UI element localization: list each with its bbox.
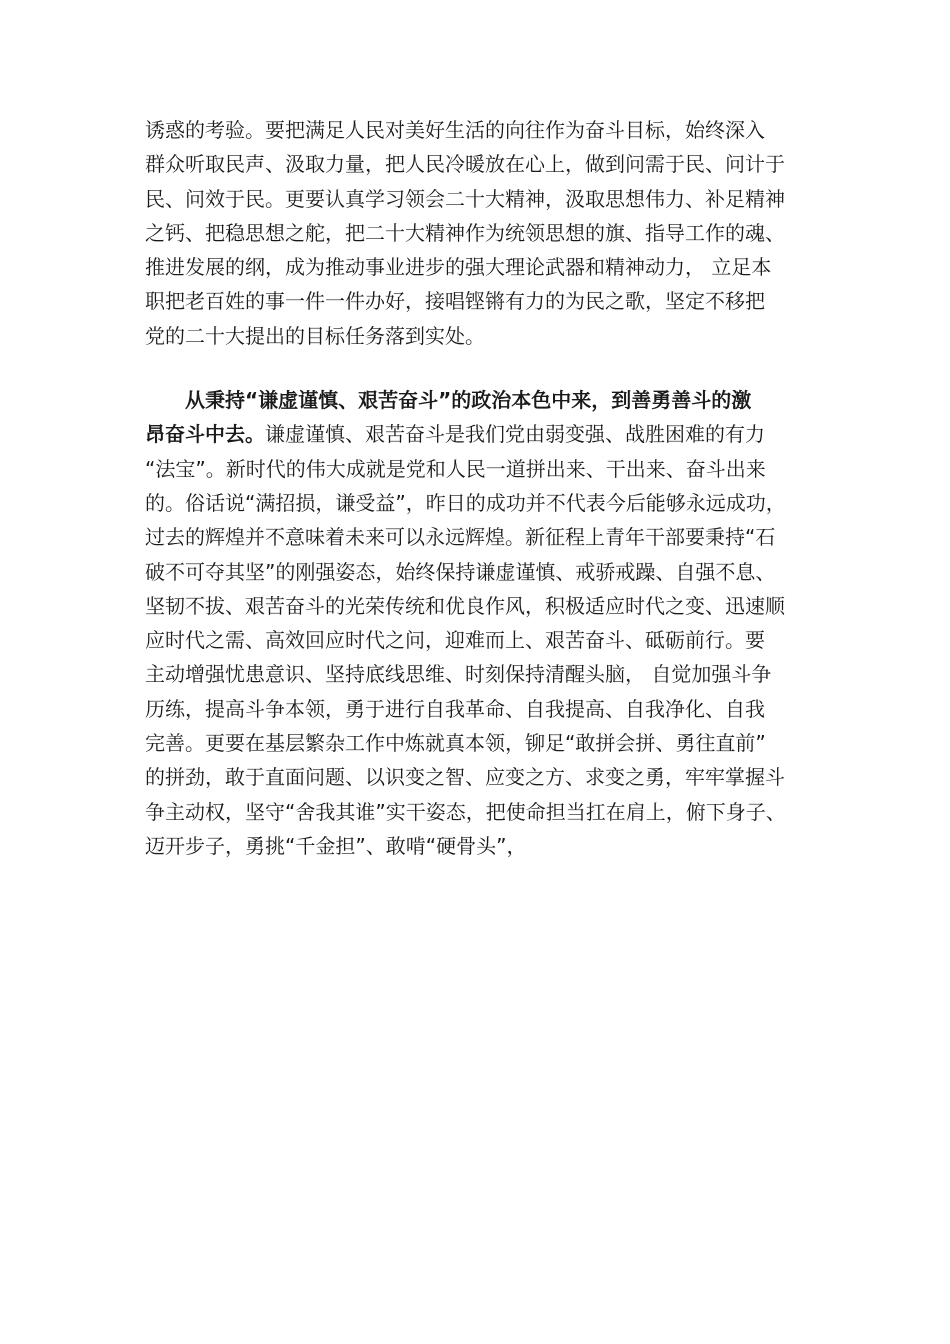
text-line: 完善。更要在基层繁杂工作中炼就真本领，铆足“敢拼会拼、勇往直前” bbox=[145, 731, 766, 756]
text-line: 应时代之需、高效回应时代之问，迎难而上、艰苦奋斗、砥砺前行。要 bbox=[145, 628, 765, 653]
text-line: 之钙、把稳思想之舵，把二十大精神作为统领思想的旗、指导工作的魂、 bbox=[145, 220, 785, 245]
paragraph-heading-end: 昂奋斗中去。 bbox=[145, 422, 265, 447]
text-line: 坚韧不拔、艰苦奋斗的光荣传统和优良作风，积极适应时代之变、迅速顺 bbox=[145, 593, 785, 618]
text-segment: 谦虚谨慎、艰苦奋斗是我们党由弱变强、战胜困难的有力 bbox=[265, 422, 765, 447]
text-line: 历练，提高斗争本领，勇于进行自我革命、自我提高、自我净化、自我 bbox=[145, 696, 765, 721]
text-line: 迈开步子，勇挑“千金担”、敢啃“硬骨头”， bbox=[145, 833, 527, 858]
paragraph-spacer bbox=[145, 353, 825, 383]
text-line: 主动增强忧患意识、坚持底线思维、时刻保持清醒头脑， 自觉加强斗争 bbox=[145, 662, 772, 687]
text-line: 的拼劲，敢于直面问题、以识变之智、应变之方、求变之勇，牢牢掌握斗 bbox=[145, 765, 785, 790]
document-body bbox=[145, 113, 825, 863]
paragraph-1 bbox=[145, 113, 825, 353]
paragraph-2 bbox=[145, 383, 825, 863]
text-line: 职把老百姓的事一件一件办好，接唱铿锵有力的为民之歌，坚定不移把 bbox=[145, 289, 765, 314]
text-line: 党的二十大提出的目标任务落到实处。 bbox=[145, 323, 485, 348]
text-line: 破不可夺其坚”的刚强姿态，始终保持谦虚谨慎、戒骄戒躁、自强不息、 bbox=[145, 559, 776, 584]
text-line: 争主动权，坚守“舍我其谁”实干姿态，把使命担当扛在肩上，俯下身子、 bbox=[145, 799, 786, 824]
paragraph-heading: 从秉持“谦虚谨慎、艰苦奋斗”的政治本色中来，到善勇善斗的激 bbox=[185, 388, 752, 413]
text-line bbox=[145, 417, 825, 451]
text-line: 诱惑的考验。要把满足人民对美好生活的向往作为奋斗目标，始终深入 bbox=[145, 118, 765, 142]
text-line: 民、问效于民。更要认真学习领会二十大精神，汲取思想伟力、补足精神 bbox=[145, 186, 785, 211]
text-line: “法宝”。新时代的伟大成就是党和人民一道拼出来、干出来、奋斗出来 bbox=[145, 456, 766, 481]
text-line: 的。俗话说“满招损，谦受益”，昨日的成功并不代表今后能够永远成功， bbox=[145, 490, 786, 515]
text-line: 过去的辉煌并不意味着未来可以永远辉煌。新征程上青年干部要秉持“石 bbox=[145, 525, 776, 550]
text-line: 推进发展的纲，成为推动事业进步的强大理论武器和精神动力， 立足本 bbox=[145, 255, 772, 280]
text-line: 群众听取民声、汲取力量，把人民冷暖放在心上，做到问需于民、问计于 bbox=[145, 152, 785, 177]
